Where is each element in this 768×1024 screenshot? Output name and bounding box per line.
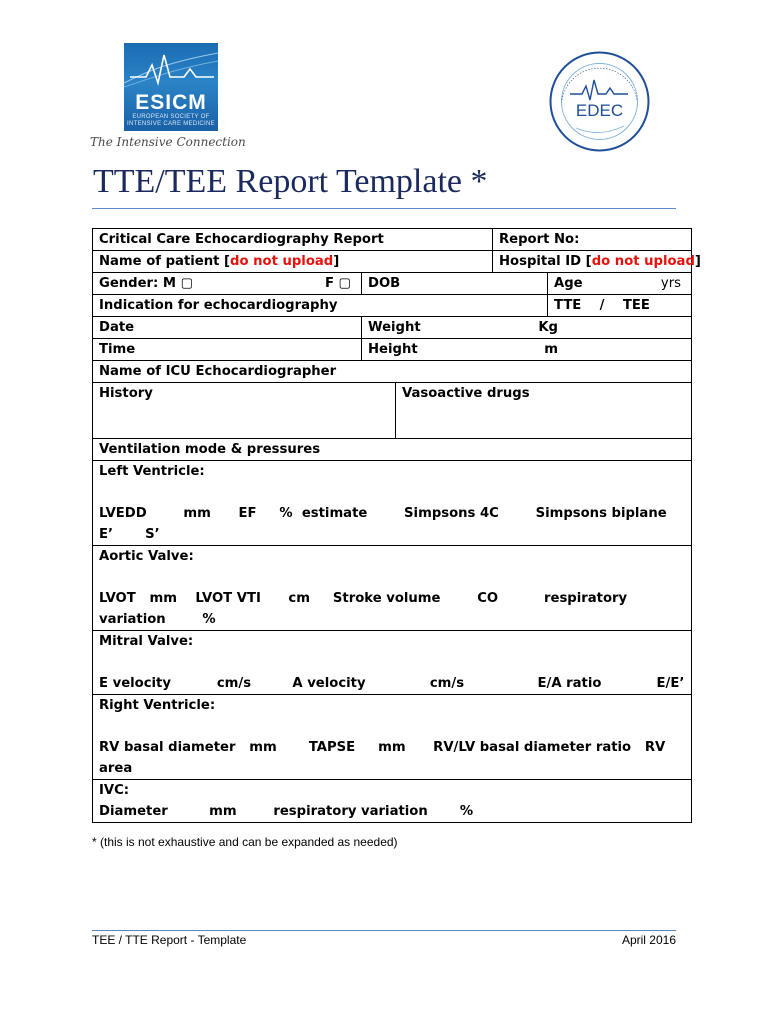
- esicm-logo: [90, 40, 255, 155]
- modality-field[interactable]: TTE / TEE: [548, 295, 692, 317]
- report-title-cell: Critical Care Echocardiography Report: [93, 229, 493, 251]
- age-label: Age: [554, 276, 583, 291]
- history-field[interactable]: History: [93, 383, 396, 439]
- age-unit: yrs: [660, 276, 682, 291]
- mitral-valve-title: Mitral Valve:: [99, 634, 194, 649]
- date-field[interactable]: Date: [93, 317, 362, 339]
- right-ventricle-section[interactable]: [93, 695, 692, 780]
- patient-name-bracket: ]: [333, 254, 340, 269]
- aortic-valve-variation: variation %: [99, 612, 216, 627]
- form-row-history: [93, 383, 692, 439]
- edec-name: EDEC: [575, 101, 624, 120]
- form-row-left-ventricle: [93, 461, 692, 546]
- vasoactive-drugs-field[interactable]: Vasoactive drugs: [396, 383, 692, 439]
- patient-name-label: Name of patient [: [99, 254, 231, 269]
- weight-label: Weight: [368, 320, 421, 335]
- esicm-logo-box: [124, 43, 218, 131]
- right-ventricle-title: Right Ventricle:: [99, 698, 216, 713]
- form-row-ventilation: [93, 439, 692, 461]
- echocardiographer-field[interactable]: Name of ICU Echocardiographer: [93, 361, 692, 383]
- patient-name-field[interactable]: [93, 251, 493, 273]
- ivc-measures: Diameter mm respiratory variation %: [99, 804, 474, 819]
- form-row-indication: [93, 295, 692, 317]
- report-no-field[interactable]: Report No:: [493, 229, 692, 251]
- form-row-mitral-valve: [93, 631, 692, 695]
- right-ventricle-area: area: [99, 761, 133, 776]
- form-row-demographics: [93, 273, 692, 295]
- esicm-subtitle-line-1: EUROPEAN SOCIETY OF: [132, 114, 210, 120]
- hospital-id-warning: do not upload: [591, 254, 695, 269]
- esicm-subtitle: [124, 114, 218, 128]
- esicm-name: ESICM: [135, 91, 207, 114]
- edec-seal-icon: [548, 50, 651, 153]
- left-ventricle-title: Left Ventricle:: [99, 464, 205, 479]
- time-field[interactable]: Time: [93, 339, 362, 361]
- left-ventricle-tissue-doppler: E’ S’: [99, 527, 160, 542]
- ivc-section[interactable]: [93, 780, 692, 823]
- left-ventricle-section[interactable]: [93, 461, 692, 546]
- aortic-valve-title: Aortic Valve:: [99, 549, 194, 564]
- esicm-tagline: The Intensive Connection: [90, 135, 246, 149]
- age-field[interactable]: [548, 273, 692, 295]
- patient-name-warning: do not upload: [230, 254, 334, 269]
- gender-female-label: F ▢: [324, 276, 351, 291]
- height-label: Height: [368, 342, 418, 357]
- aortic-valve-measures: LVOT mm LVOT VTI cm Stroke volume CO respiratory: [99, 591, 628, 606]
- form-row-header: [93, 229, 692, 251]
- mitral-valve-section[interactable]: [93, 631, 692, 695]
- hospital-id-field[interactable]: [493, 251, 701, 273]
- footnote: * (this is not exhaustive and can be expanded as needed): [92, 835, 398, 849]
- weight-unit: Kg: [538, 320, 558, 335]
- height-field[interactable]: [362, 339, 692, 361]
- right-ventricle-measures: RV basal diameter mm TAPSE mm RV/LV basal diameter ratio RV: [99, 740, 666, 755]
- gender-field[interactable]: [93, 273, 362, 295]
- page-title: TTE/TEE Report Template *: [93, 163, 488, 200]
- edec-logo: [548, 50, 651, 153]
- hospital-id-bracket: ]: [694, 254, 701, 269]
- title-divider: [92, 208, 676, 209]
- ecg-wave-icon: [124, 43, 218, 93]
- footer-document-name: TEE / TTE Report - Template: [92, 933, 247, 947]
- form-row-identity: [93, 251, 692, 273]
- height-unit: m: [544, 342, 558, 357]
- gender-male-label: Gender: M ▢: [99, 276, 194, 291]
- form-row-right-ventricle: [93, 695, 692, 780]
- form-row-date: [93, 317, 692, 339]
- footer-divider: [92, 930, 676, 931]
- report-form-table: [92, 228, 701, 823]
- form-row-ivc: [93, 780, 692, 823]
- indication-field[interactable]: Indication for echocardiography: [93, 295, 548, 317]
- esicm-subtitle-line-2: INTENSIVE CARE MEDICINE: [127, 121, 215, 127]
- form-row-time: [93, 339, 692, 361]
- form-row-aortic-valve: [93, 546, 692, 631]
- weight-field[interactable]: [362, 317, 692, 339]
- form-row-echocardiographer: [93, 361, 692, 383]
- hospital-id-label: Hospital ID [: [499, 254, 592, 269]
- mitral-valve-measures: E velocity cm/s A velocity cm/s E/A ratio E/E’: [99, 676, 685, 691]
- ivc-title: IVC:: [99, 783, 130, 798]
- aortic-valve-section[interactable]: [93, 546, 692, 631]
- left-ventricle-measures: LVEDD mm EF % estimate Simpsons 4C Simpsons biplane: [99, 506, 667, 521]
- dob-field[interactable]: DOB: [362, 273, 548, 295]
- footer-date: April 2016: [621, 933, 676, 947]
- ventilation-field[interactable]: Ventilation mode & pressures: [93, 439, 692, 461]
